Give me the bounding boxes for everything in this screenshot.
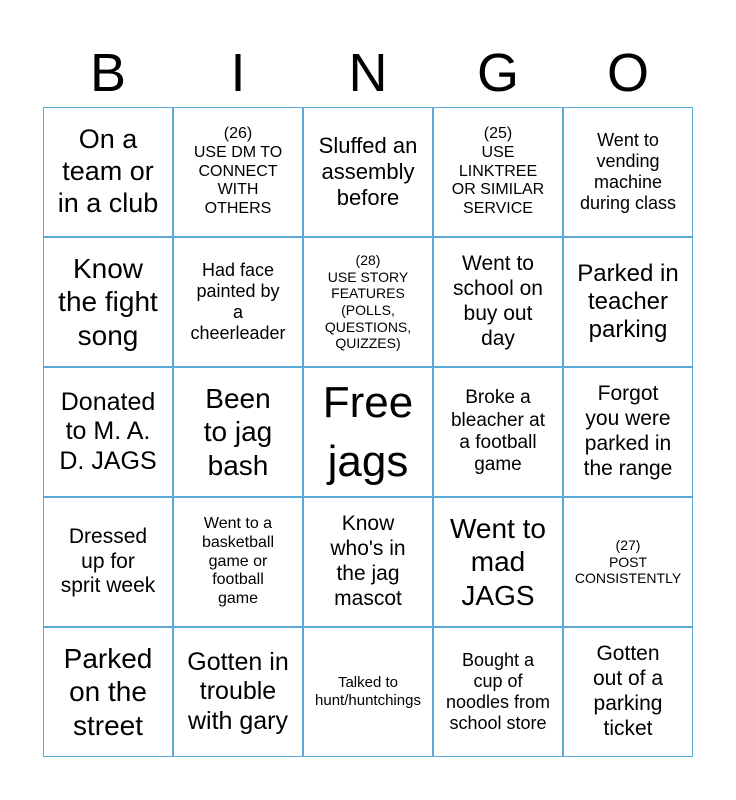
bingo-cell-r4-c5[interactable]: (27) POST CONSISTENTLY [563,497,693,627]
bingo-cell-free-space[interactable]: Free jags [303,367,433,497]
bingo-cell-r5-c3[interactable]: Talked to hunt/huntchings [303,627,433,757]
header-letter-n: N [348,43,388,103]
bingo-cell-r5-c1[interactable]: Parked on the street [43,627,173,757]
bingo-cell-r4-c2[interactable]: Went to a basketball game or football game [173,497,303,627]
bingo-cell-r1-c1[interactable]: On a team or in a club [43,107,173,237]
bingo-cell-r4-c1[interactable]: Dressed up for sprit week [43,497,173,627]
bingo-cell-r1-c2[interactable]: (26) USE DM TO CONNECT WITH OTHERS [173,107,303,237]
bingo-cell-r4-c3[interactable]: Know who's in the jag mascot [303,497,433,627]
bingo-cell-r3-c2[interactable]: Been to jag bash [173,367,303,497]
header-letter-i: I [230,43,246,103]
bingo-cell-r5-c5[interactable]: Gotten out of a parking ticket [563,627,693,757]
bingo-cell-r2-c1[interactable]: Know the fight song [43,237,173,367]
bingo-cell-r2-c5[interactable]: Parked in teacher parking [563,237,693,367]
bingo-cell-r1-c3[interactable]: Sluffed an assembly before [303,107,433,237]
bingo-grid [43,107,693,757]
bingo-cell-r5-c4[interactable]: Bought a cup of noodles from school store [433,627,563,757]
bingo-cell-r3-c5[interactable]: Forgot you were parked in the range [563,367,693,497]
bingo-cell-r1-c5[interactable]: Went to vending machine during class [563,107,693,237]
bingo-cell-r1-c4[interactable]: (25) USE LINKTREE OR SIMILAR SERVICE [433,107,563,237]
bingo-cell-r3-c1[interactable]: Donated to M. A. D. JAGS [43,367,173,497]
bingo-cell-r2-c2[interactable]: Had face painted by a cheerleader [173,237,303,367]
bingo-cell-r2-c3[interactable]: (28) USE STORY FEATURES (POLLS, QUESTIONS, QUIZZES) [303,237,433,367]
bingo-cell-r3-c4[interactable]: Broke a bleacher at a football game [433,367,563,497]
bingo-header [43,40,693,106]
bingo-cell-r5-c2[interactable]: Gotten in trouble with gary [173,627,303,757]
header-letter-o: O [606,43,649,103]
header-letter-b: B [89,43,127,103]
header-letter-g: G [476,43,519,103]
bingo-cell-r4-c4[interactable]: Went to mad JAGS [433,497,563,627]
bingo-cell-r2-c4[interactable]: Went to school on buy out day [433,237,563,367]
